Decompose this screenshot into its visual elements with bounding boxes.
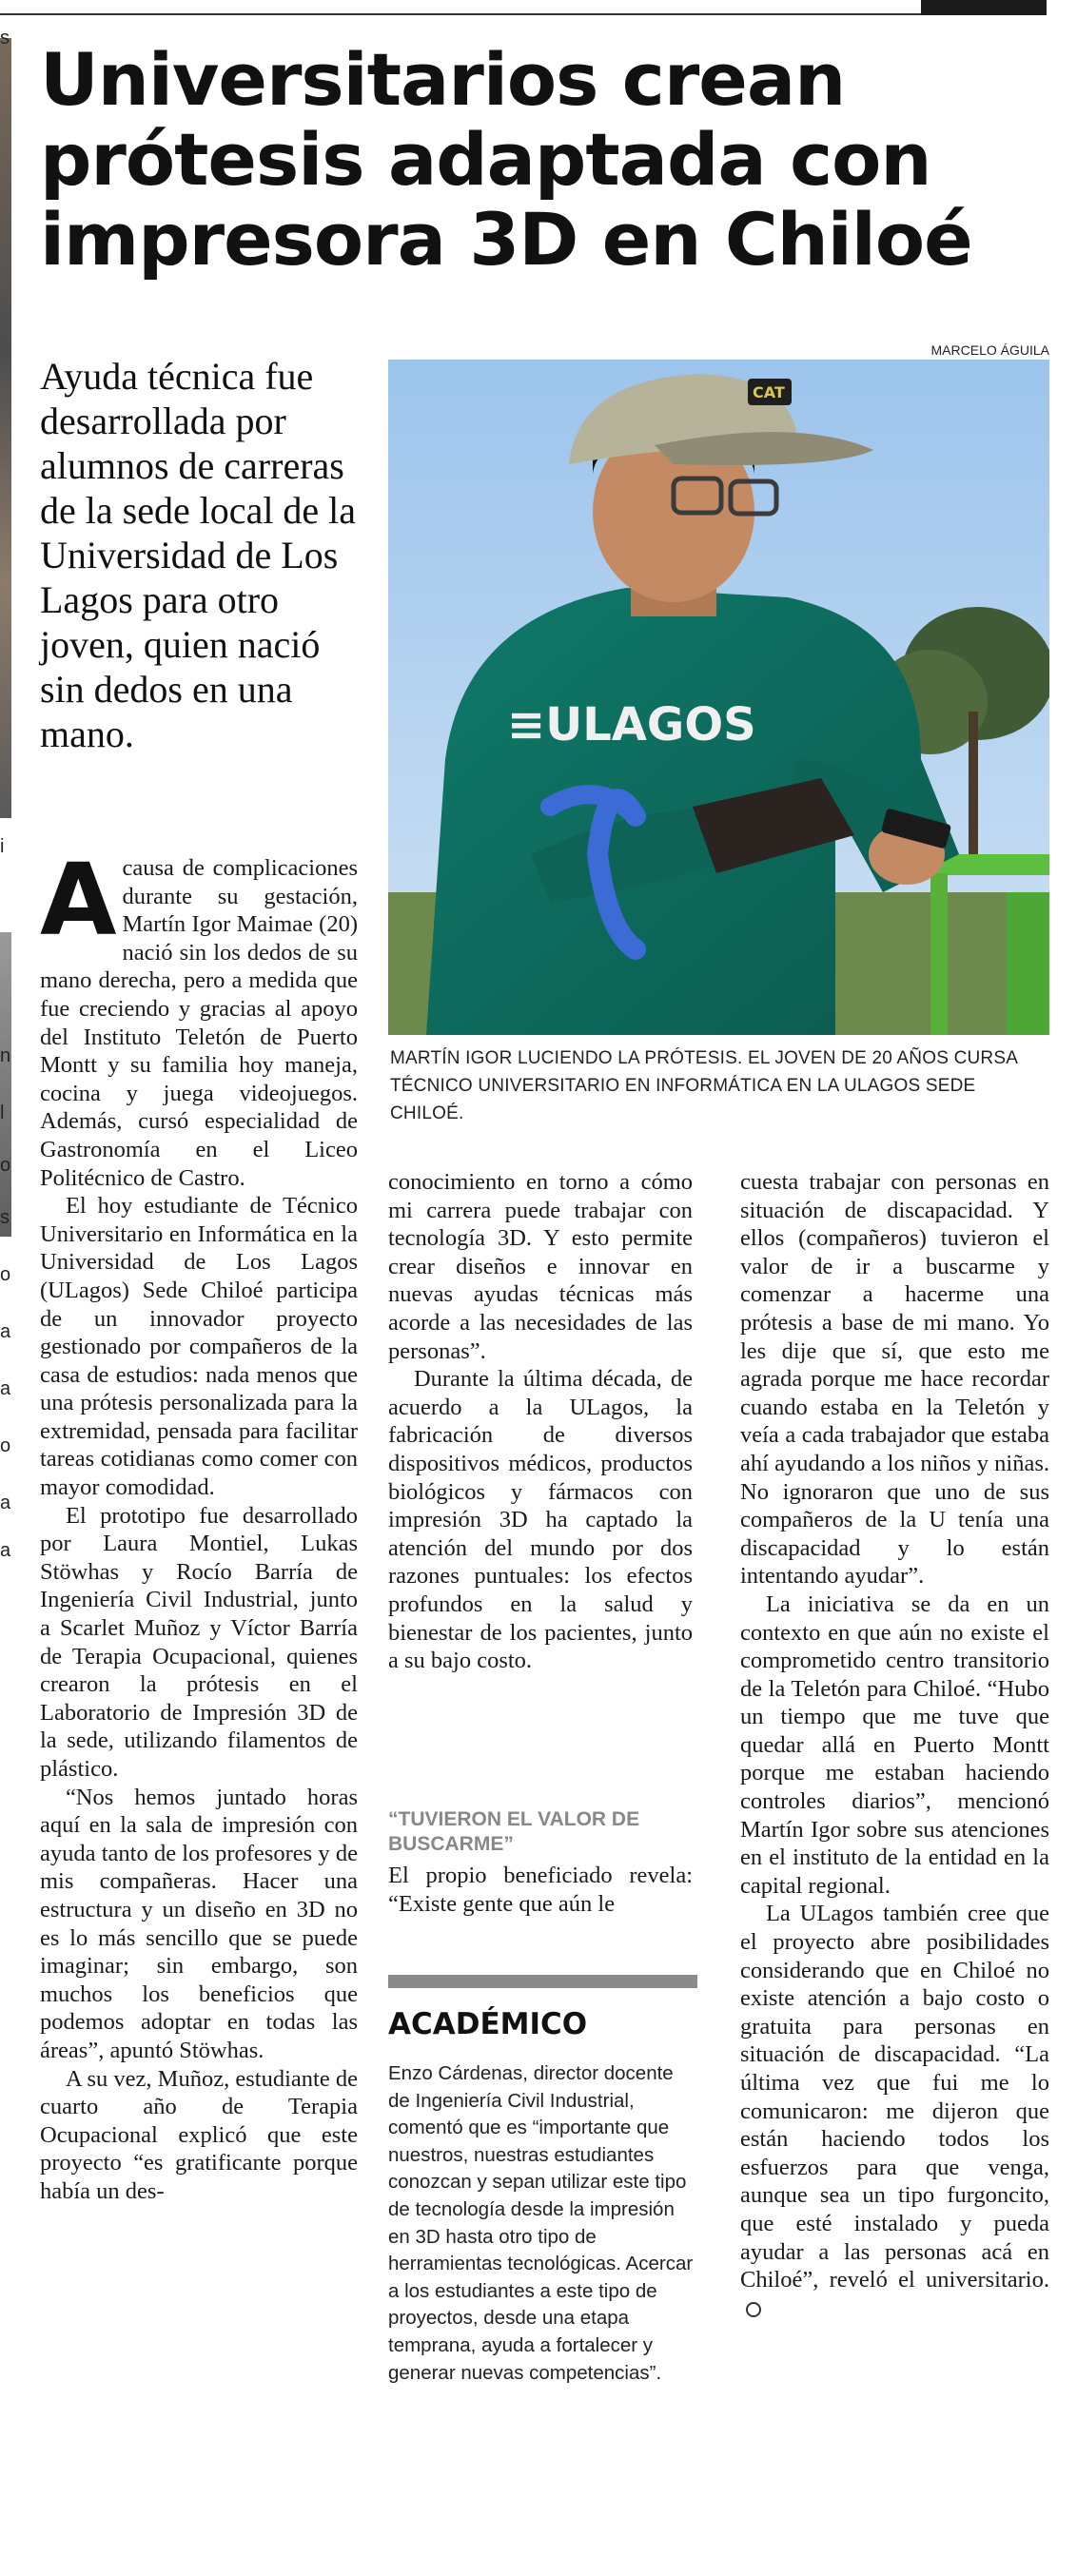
photo-caption: MARTÍN IGOR LUCIENDO LA PRÓTESIS. EL JOVEN DE 20 AÑOS CURSA TÉCNICO UNIVERSITARIO EN INFORMÁTICA EN LA ULAGOS SEDE CHILOÉ. — [390, 1048, 1018, 1123]
paragraph: La iniciativa se da en un contexto en que aún no existe el comprometido centro transitorio de la Teletón para Chiloé. “Hubo un tiempo que me tuve que quedar allá en Puerto Montt porque me estaban haciendo controles diarios”, mencionó Martín Igor sobre sus atenciones en el instituto de la entidad en la capital regional. — [740, 1590, 1049, 1899]
paragraph — [740, 1900, 1049, 2322]
article-column-2 — [388, 1168, 693, 1675]
edge-letter: a — [0, 1540, 11, 1561]
sidebar-top-bar — [388, 1975, 697, 1988]
edge-letter: a — [0, 1321, 11, 1342]
headline: Universitarios crean prótesis adaptada con impresora 3D en Chiloé — [40, 37, 972, 282]
paragraph: causa de complicaciones durante su gestación, Martín Igor Maimae (20) nació sin los dedos de su mano derecha, pero a medida que fue creciendo y gracias al apoyo del Instituto Teletón de Puerto Montt y su familia hoy maneja, cocina y juega videojuegos. Además, cursó especialidad de Gastronomía en el Liceo Politécnico de Castro. — [40, 855, 358, 1191]
article-photo — [388, 360, 1049, 1035]
adjacent-page-photo-strip — [0, 38, 11, 818]
edge-letter: o — [0, 1435, 11, 1456]
paragraph: El hoy estudiante de Técnico Universitario en Informática en la Universidad de Los Lagos (ULagos) Sede Chiloé participa de un innovador proyecto gestionado por compañeros de la casa de estudios: nada menos que una prótesis personalizada para la extremidad, pensada para facilitar tareas cotidianas como comer con mayor comodidad. — [40, 1193, 358, 1501]
cap-logo-text: CAT — [753, 383, 785, 401]
paragraph: El prototipo fue desarrollado por Laura Montiel, Lukas Stöwhas y Rocío Barría de Ingeniería Civil Industrial, junto a Scarlet Muñoz y Víctor Barría de Terapia Ocupacional, quienes crearon la prótesis en el Laboratorio de Impresión 3D de la sede, utilizando filamentos de plástico. — [40, 1502, 358, 1782]
adjacent-page-photo-strip-lower — [0, 932, 11, 1237]
paragraph: “Nos hemos juntado horas aquí en la sala de impresión con ayuda tanto de los profesores y de mis compañeras. Hacer una estructura y un diseño en 3D no es lo más sencillo que se puede imaginar; sin embargo, son muchos los beneficios que podemos adoptar en todas las áreas”, apuntó Stöwhas. — [40, 1784, 358, 2063]
intertitle: “TUVIERON EL VALOR DE BUSCARME” — [388, 1808, 640, 1855]
drop-cap: A — [40, 842, 117, 958]
sidebar-title: ACADÉMICO — [388, 2007, 588, 2041]
article-column-2-continued — [388, 1862, 693, 1918]
edge-letter: l — [0, 1103, 5, 1123]
end-of-article-icon — [746, 2302, 761, 2317]
edge-letter: n — [0, 1045, 11, 1066]
paragraph: cuesta trabajar con personas en situación de discapacidad. Y ellos (compañeros) tuvieron el valor de ir a buscarme y comenzar a hacerme una prótesis a base de mi mano. Yo les dije que sí, que esto me agrada porque me hace recordar cuando estaba en la Teletón y veía a cada trabajador que estaba ahí ayudando a los niños y niñas. No ignoraron que uno de sus compañeros de la U tenía una discapacidad y lo están intentando ayudar”. — [740, 1169, 1049, 1590]
shirt-logo-text: ≡ULAGOS — [507, 698, 756, 751]
paragraph: A su vez, Muñoz, estudiante de cuarto año de Terapia Ocupacional explicó que este proyecto “es gratificante porque había un des- — [40, 2065, 358, 2204]
paragraph: El propio beneficiado revela: “Existe gente que aún le — [388, 1863, 693, 1917]
sidebar-text: Enzo Cárdenas, director docente de Ingeniería Civil Industrial, comentó que es “importante que nuestros, nuestras estudiantes conozcan y sepan utilizar este tipo de tecnología desde la impresión en 3D hasta otro tipo de herramientas tecnológicas. Acercar a los estudiantes a este tipo de proyectos, desde una etapa temprana, ayuda a fortalecer y generar nuevas competencias”. — [388, 2062, 694, 2384]
top-rule — [0, 13, 921, 15]
top-corner-block — [921, 0, 1047, 15]
article-column-3 — [740, 1168, 1049, 2322]
edge-letter: o — [0, 1155, 11, 1176]
edge-letter: o — [0, 1264, 11, 1285]
edge-letter: s — [0, 28, 10, 49]
paragraph: Durante la última década, de acuerdo a la ULagos, la fabricación de diversos dispositivos médicos, productos biológicos y fármacos con impresión 3D ha captado la atención del mundo por dos razones puntuales: los efectos profundos en la salud y bienestar de los pacientes, junto a su bajo costo. — [388, 1366, 693, 1674]
article-column-1 — [40, 842, 358, 2206]
photo-credit: MARCELO ÁGUILA — [930, 342, 1049, 358]
deck-subtitle: Ayuda técnica fue desarrollada por alumnos de carreras de la sede local de la Universidad de Los Lagos para otro joven, quien nació sin dedos en una mano. — [40, 355, 357, 755]
edge-letter: i — [0, 836, 5, 857]
edge-letter: s — [0, 1207, 10, 1228]
edge-letter: a — [0, 1378, 11, 1399]
paragraph: conocimiento en torno a cómo mi carrera puede trabajar con tecnología 3D. Y esto permite crear diseños e innovar en nuevas ayudas técnicas más acorde a las necesidades de las personas”. — [388, 1169, 693, 1364]
paragraph-text: La ULagos también cree que el proyecto abre posibilidades considerando que en Chiloé no existe atención a bajo costo o gratuita para personas en situación de discapacidad. “La última vez que fui me lo comunicaron: me dijeron que están haciendo todos los esfuerzos para que venga, aunque sea un tipo furgoncito, que esté instalado y pueda ayudar a las personas acá en Chiloé”, reveló el universitario. — [740, 1901, 1049, 2293]
photo-illustration — [388, 360, 1049, 1035]
edge-letter: a — [0, 1493, 11, 1513]
